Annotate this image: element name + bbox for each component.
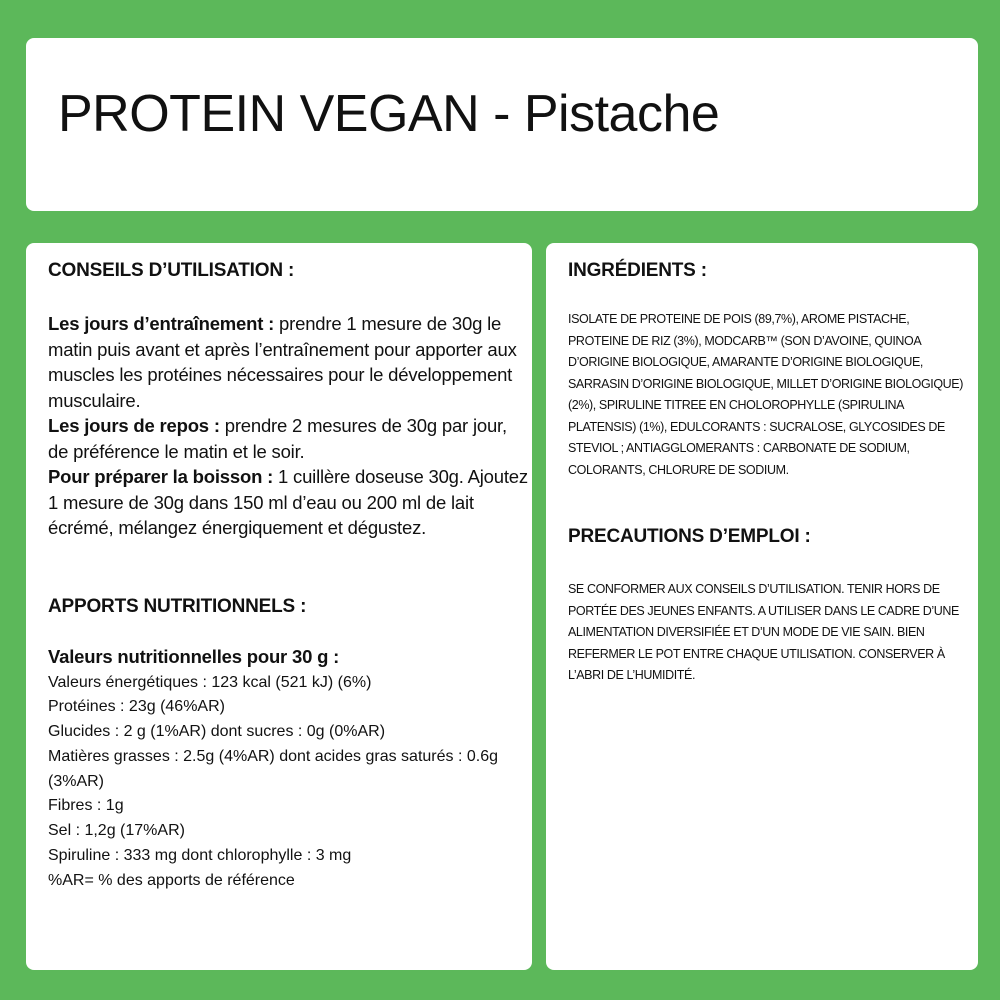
ingredients-precautions-panel: [546, 243, 978, 970]
title-panel: [26, 38, 978, 211]
training-days-text: prendre 1 mesure de 30g le matin puis avant et après l’entraînement pour apporter aux muscles les protéines nécessaires pour le développement musculaire.: [48, 313, 517, 411]
training-days-paragraph: [48, 311, 530, 413]
nutrition-item-proteins: Protéines : 23g (46%AR): [48, 698, 225, 716]
usage-heading: CONSEILS D’UTILISATION :: [48, 260, 295, 281]
precautions-heading: PRECAUTIONS D’EMPLOI :: [568, 526, 811, 547]
rest-days-paragraph: [48, 413, 530, 464]
preparation-text: 1 cuillère doseuse 30g. Ajoutez 1 mesure de 30g dans 150 ml d’eau ou 200 ml de lait écrémé, mélangez énergiquement et dégustez.: [48, 466, 528, 538]
training-days-label: Les jours d’entraînement :: [48, 313, 275, 334]
nutrition-subtitle: Valeurs nutritionnelles pour 30 g :: [48, 645, 340, 667]
ingredients-heading: INGRÉDIENTS :: [568, 260, 707, 281]
nutrition-item-energy: Valeurs énergétiques : 123 kcal (521 kJ) (6%): [48, 673, 372, 691]
nutrition-item-ar-note: %AR= % des apports de référence: [48, 871, 295, 889]
nutrition-item-fibres: Fibres : 1g: [48, 797, 124, 815]
product-title: PROTEIN VEGAN - Pistache: [58, 85, 720, 143]
nutrition-heading: APPORTS NUTRITIONNELS :: [48, 595, 307, 617]
usage-instructions: [48, 311, 530, 541]
precautions-text: SE CONFORMER AUX CONSEILS D’UTILISATION. TENIR HORS DE PORTÉE DES JEUNES ENFANTS. A UTILISER DANS LE CADRE D’UNE ALIMENTATION DIVERSIFIÉE ET D’UN MODE DE VIE SAIN. BIEN REFERMER LE POT ENTRE CHAQUE UTILISATION. CONSERVER À L’ABRI DE L’HUMIDITÉ.: [568, 582, 959, 682]
rest-days-label: Les jours de repos :: [48, 415, 220, 436]
nutrition-list: [48, 671, 532, 894]
preparation-label: Pour préparer la boisson :: [48, 466, 274, 487]
preparation-paragraph: [48, 464, 530, 541]
nutrition-item-carbs: Glucides : 2 g (1%AR) dont sucres : 0g (0%AR): [48, 723, 386, 741]
ingredients-text: ISOLATE DE PROTEINE DE POIS (89,7%), AROME PISTACHE, PROTEINE DE RIZ (3%), MODCARB™ (SON D’AVOINE, QUINOA D’ORIGINE BIOLOGIQUE, AMARANTE D’ORIGINE BIOLOGIQUE, SARRASIN D’ORIGINE BIOLOGIQUE, MILLET D’ORIGINE BIOLOGIQUE)(2%), SPIRULINE TITREE EN CHOLOROPHYLLE (SPIRULINA PLATENSIS) (1%), EDULCORANTS : SUCRALOSE, GLYCOSIDES DE STEVIOL ; ANTIAGGLOMERANTS : CARBONATE DE SODIUM, COLORANTS, CHLORURE DE SODIUM.: [568, 312, 963, 477]
nutrition-item-salt: Sel : 1,2g (17%AR): [48, 822, 185, 840]
usage-nutrition-panel: [26, 243, 532, 970]
rest-days-text: prendre 2 mesures de 30g par jour, de préférence le matin et le soir.: [48, 415, 507, 462]
nutrition-item-fats: Matières grasses : 2.5g (4%AR) dont acides gras saturés : 0.6g (3%AR): [48, 747, 498, 790]
nutrition-item-spirulina: Spiruline : 333 mg dont chlorophylle : 3 mg: [48, 847, 352, 865]
